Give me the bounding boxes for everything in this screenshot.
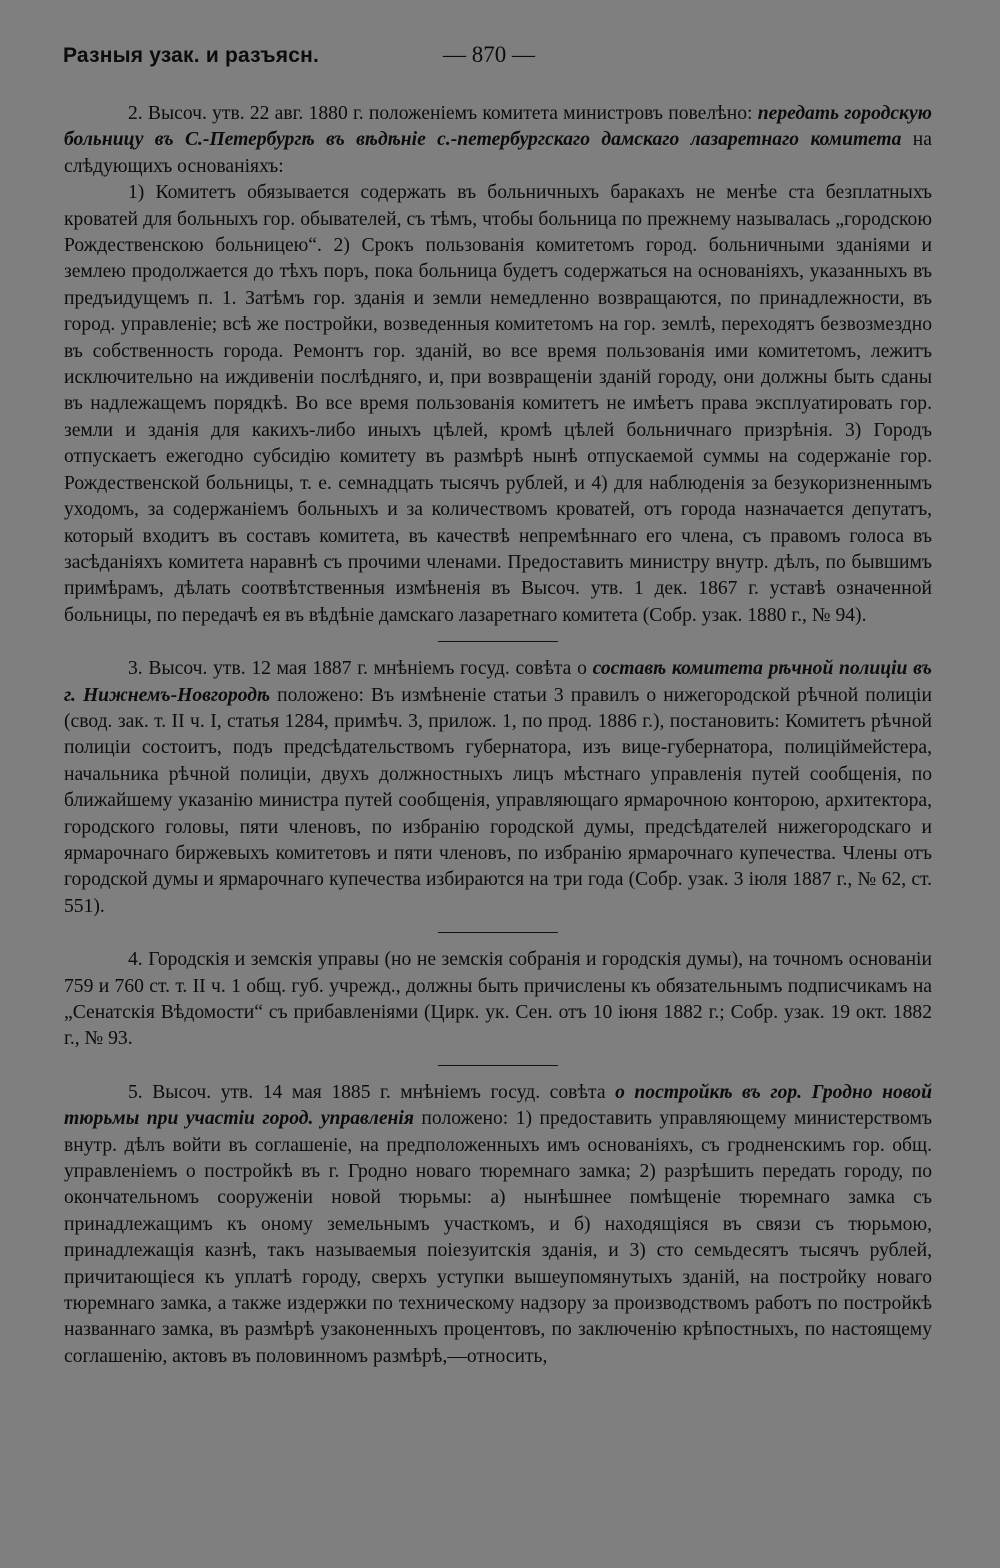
section-2-provisions: 1) Комитетъ обязывается содержать въ больничныхъ баракахъ не менѣе ста безплатныхъ кроватей для больныхъ гор. обывателей, съ тѣмъ, чтобы больница по прежнему называлась „городскою Рождественскою больницею“. 2) Срокъ пользованія комитетомъ город. больничными зданіями и землею продолжается до тѣхъ поръ, пока больница будетъ содержаться на основаніяхъ, указанныхъ въ предъидущемъ п. 1. Затѣмъ гор. зданія и земли немедленно возвращаются, по принадлежности, въ город. управленіе; всѣ же постройки, возведенныя комитетомъ на гор. землѣ, переходятъ безвозмездно въ собственность города. Ремонтъ гор. зданій, во все время пользованія ими комитетомъ, лежитъ исключительно на иждивеніи послѣдняго, и, при возвращеніи зданій городу, они должны быть сданы въ надлежащемъ порядкѣ. Во все время пользованія комитетъ не имѣетъ права эксплуатировать гор. земли и зданія для какихъ-либо иныхъ цѣлей, кромѣ цѣлей больничнаго призрѣнія. 3) Городъ отпускаетъ ежегодно субсидію комитету въ размѣрѣ нынѣ отпускаемой суммы на содержаніе гор. Рождественской больницы, т. е. семнадцать тысячъ рублей, и 4) для наблюденія за безукоризненнымъ уходомъ, за содержаніемъ больныхъ и за количествомъ кроватей, отъ города назначается депутатъ, который входитъ въ составъ комитета, въ качествѣ непремѣннаго его члена, съ правомъ голоса въ засѣданіяхъ комитета наравнѣ съ прочими членами. Предоставить министру внутр. дѣлъ, по бывшимъ примѣрамъ, дѣлать соотвѣтственныя измѣненія въ Высоч. утв. 1 дек. 1867 г. уставѣ означенной больницы, по передачѣ ея въ вѣдѣніе дамскаго лазаретнаго комитета (Собр. узак. 1880 г., № 94). [64, 182, 932, 626]
section-2-intro: 2. Высоч. утв. 22 авг. 1880 г. положеніемъ комитета министровъ повелѣно: [128, 103, 758, 124]
section-4 [64, 947, 932, 1053]
section-2 [64, 101, 932, 180]
section-4-body: 4. Городскія и земскія управы (но не земскія собранія и городскія думы), на точномъ основаніи 759 и 760 ст. т. II ч. 1 общ. губ. учрежд., должны быть причислены къ обязательнымъ подписчикамъ на „Сенатскія Вѣдомости“ съ прибавленіями (Цирк. ук. Сен. отъ 10 іюня 1882 г.; Собр. узак. 19 окт. 1882 г., № 93. [64, 949, 932, 1050]
section-5-body: положено: 1) предоставить управляющему министерствомъ внутр. дѣлъ войти въ соглашеніе, на предположенныхъ имъ основаніяхъ, съ гродненскимъ гор. общ. управленіемъ о постройкѣ въ г. Гродно новаго тюремнаго замка; 2) разрѣшить передать городу, по окончательномъ сооруженіи новой тюрьмы: а) нынѣшнее помѣщеніе тюремнаго замка съ принадлежащимъ къ оному земельнымъ участкомъ, и б) находящіяся въ связи съ тюрьмою, принадлежащія казнѣ, такъ называемыя поіезуитскія зданія, и 3) сто семьдесятъ тысячъ рублей, причитающіеся къ уплатѣ городу, сверхъ уступки вышеупомянутыхъ зданій, на постройку новаго тюремнаго замка, а также издержки по техническому надзору за производствомъ работъ по постройкѣ названнаго замка, въ размѣрѣ узаконенныхъ процентовъ, по заключенію крѣпостныхъ, по настоящему соглашенію, актовъ въ половинномъ размѣрѣ,—относить, [64, 1108, 932, 1367]
section-3-intro: 3. Высоч. утв. 12 мая 1887 г. мнѣніемъ госуд. совѣта о [128, 658, 593, 680]
page-header [63, 44, 930, 74]
section-divider [438, 932, 558, 933]
page-body [64, 101, 932, 1370]
section-5 [64, 1080, 932, 1370]
section-2-intro-end: на слѣдующихъ основаніяхъ: [64, 129, 932, 177]
section-divider [438, 641, 558, 642]
section-2-subject: передать городскую больницу въ С.-Петербургѣ въ вѣдѣніе с.-петербургскаго дамскаго лазаретнаго комитета [64, 103, 932, 151]
section-5-subject: о постройкѣ въ гор. Гродно новой тюрьмы при участіи город. управленія [64, 1081, 933, 1130]
section-divider [438, 1065, 558, 1066]
section-3-body: положено: Въ измѣненіе статьи 3 правилъ о нижегородской рѣчной полиціи (свод. зак. т. II ч. I, статья 1284, примѣч. 3, прилож. 1, по прод. 1886 г.), постановить: Комитетъ рѣчной полиціи состоитъ, подъ предсѣдательствомъ губернатора, изъ вице-губернатора, полиціймейстера, начальника рѣчной полиціи, двухъ должностныхъ лицъ мѣстнаго управленія путей сообщенія, по ближайшему указанію министра путей сообщенія, управляющаго ярмарочною конторою, архитектора, городского головы, пяти членовъ, по избранію городской думы, предсѣдателей нижегородскаго и ярмарочнаго биржевыхъ комитетовъ и пяти членовъ, по избранію ярмарочнаго купечества. Члены отъ городской думы и ярмарочнаго купечества избираются на три года (Собр. узак. 3 іюля 1887 г., № 62, ст. 551). [64, 684, 932, 917]
section-3-subject: составѣ комитета рѣчной полиціи въ г. Нижнемъ-Новгородѣ [64, 658, 932, 706]
section-5-intro: 5. Высоч. утв. 14 мая 1885 г. мнѣніемъ госуд. совѣта [128, 1081, 616, 1103]
running-head: Разныя узак. и разъясн. [63, 44, 320, 67]
page-number: — 870 — [443, 42, 535, 67]
section-3 [64, 656, 932, 920]
